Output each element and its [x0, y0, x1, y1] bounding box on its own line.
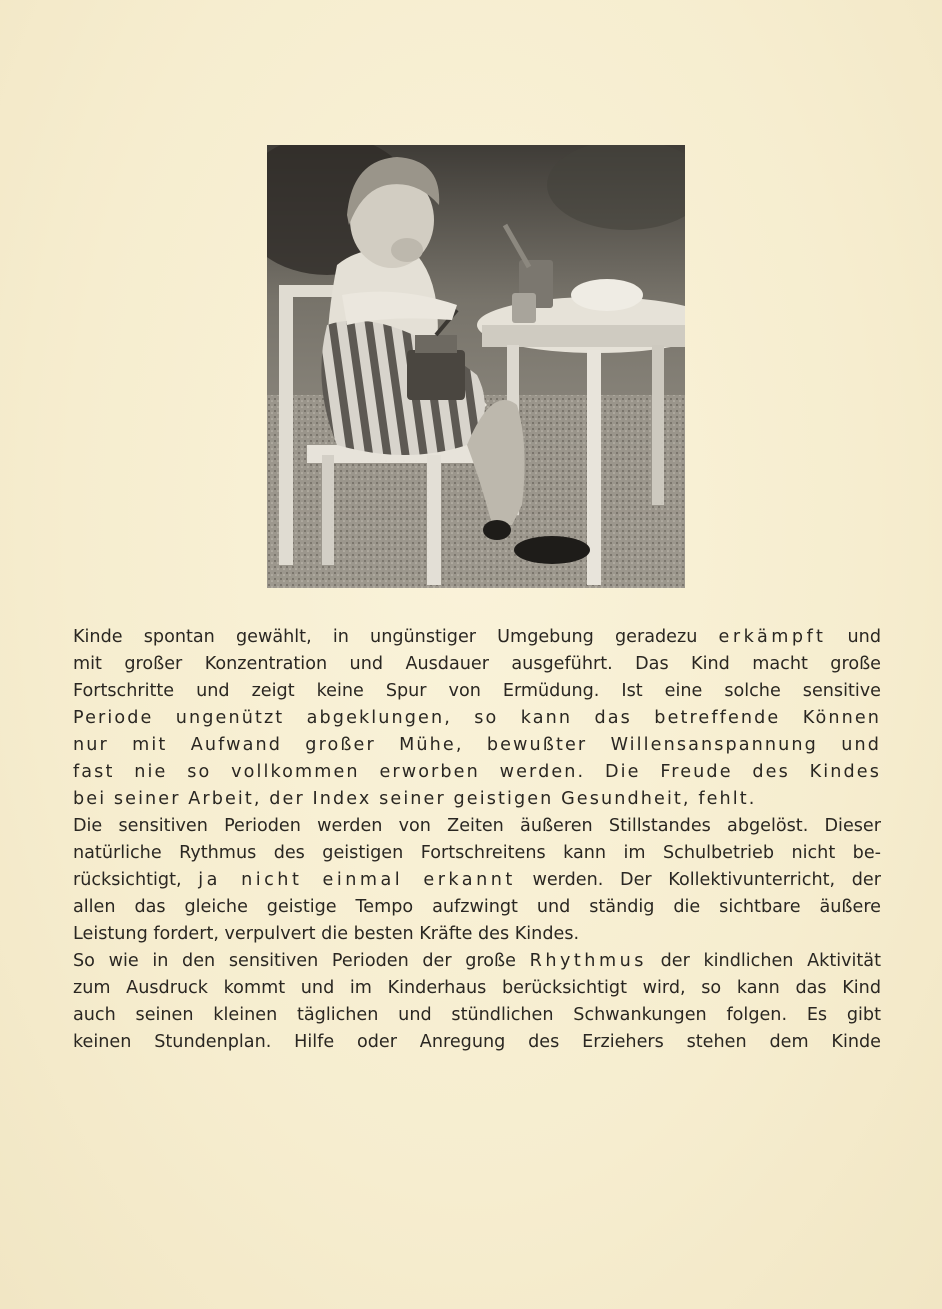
text-line: So wie in den sensitiven Perioden der große Rhythmus der kindlichen Aktivität — [73, 951, 881, 971]
text-line: allen das gleiche geistige Tempo aufzwingt und ständig die sichtbare äußere — [73, 897, 881, 917]
emphasis: Rhythmus — [529, 951, 647, 971]
text-line: Kinde spontan gewählt, in ungünstiger Umgebung geradezu erkämpft und — [73, 627, 881, 647]
text-line: keinen Stundenplan. Hilfe oder Anregung des Erziehers stehen dem Kinde — [73, 1032, 881, 1052]
text-line: Periode ungenützt abgeklungen, so kann das betreffende Können — [73, 708, 881, 728]
text-line: natürliche Rythmus des geistigen Fortschreitens kann im Schulbetrieb nicht be- — [73, 843, 881, 863]
text-line: bei seiner Arbeit, der Index seiner geistigen Gesundheit, fehlt. — [73, 789, 757, 809]
paragraph-1 — [73, 624, 881, 813]
text-line: auch seinen kleinen täglichen und stündlichen Schwankungen folgen. Es gibt — [73, 1005, 881, 1025]
child-with-coffee-grinder-photo — [267, 145, 685, 588]
photo-illustration — [267, 145, 685, 588]
text-line: fast nie so vollkommen erworben werden. Die Freude des Kindes — [73, 762, 881, 782]
text-line: nur mit Aufwand großer Mühe, bewußter Willensanspannung und — [73, 735, 881, 755]
emphasis: erkämpft — [718, 627, 827, 647]
paragraph-3 — [73, 948, 881, 1056]
text-line: Leistung fordert, verpulvert die besten Kräfte des Kindes. — [73, 924, 580, 944]
text-line: Die sensitiven Perioden werden von Zeiten äußeren Stillstandes abgelöst. Dieser — [73, 816, 881, 836]
paragraph-2 — [73, 813, 881, 948]
text-line: zum Ausdruck kommt und im Kinderhaus berücksichtigt wird, so kann das Kind — [73, 978, 881, 998]
text-line: mit großer Konzentration und Ausdauer ausgeführt. Das Kind macht große — [73, 654, 881, 674]
body-text — [73, 624, 881, 1056]
emphasis: ja nicht einmal erkannt — [198, 870, 516, 890]
text-line: Fortschritte und zeigt keine Spur von Ermüdung. Ist eine solche sensitive — [73, 681, 881, 701]
text-line: rücksichtigt, ja nicht einmal erkannt werden. Der Kollektivunterricht, der — [73, 870, 881, 890]
